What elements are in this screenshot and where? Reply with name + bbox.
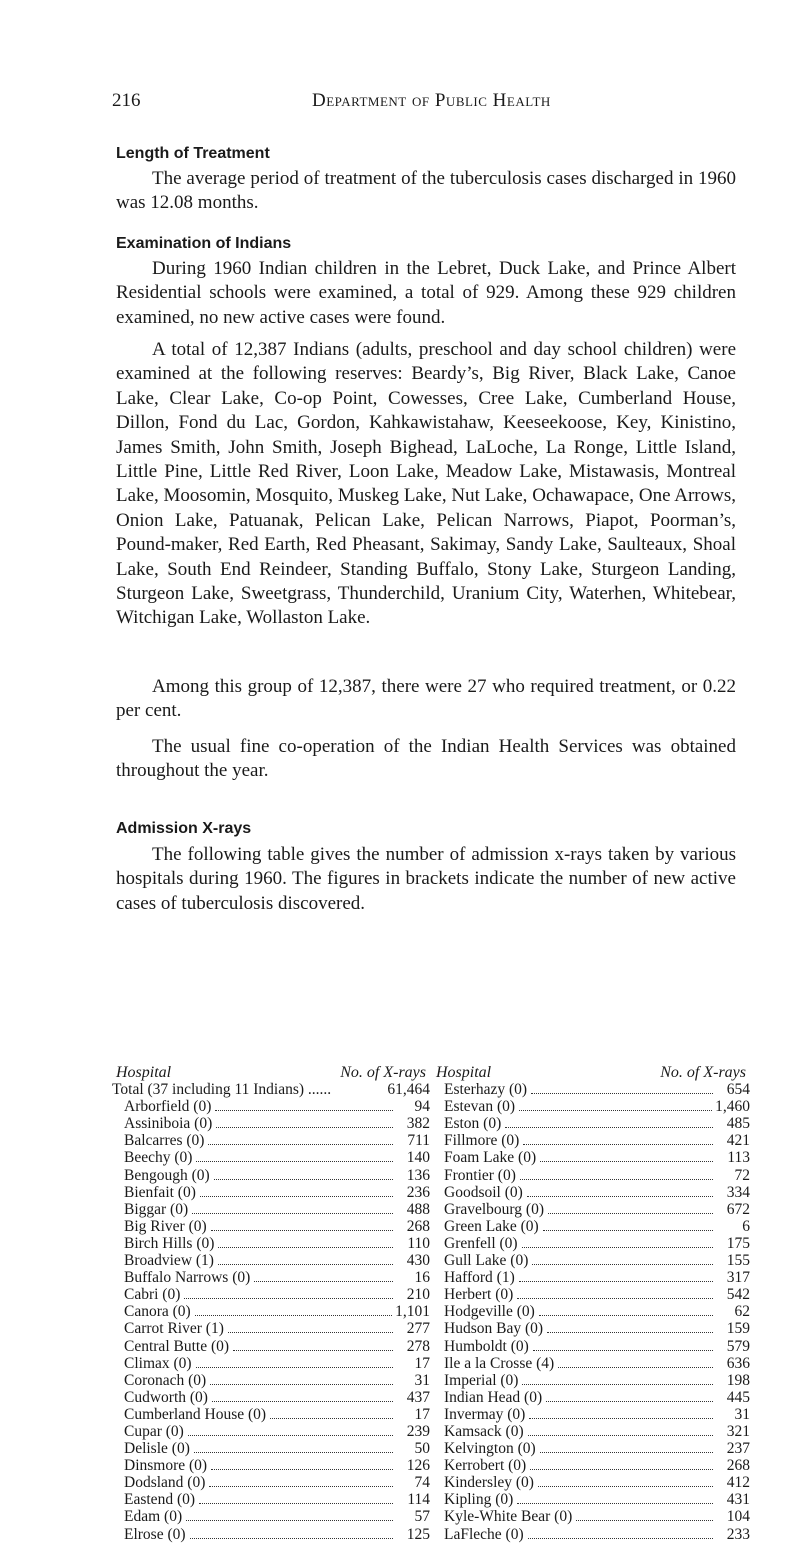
table-row [432,1167,750,1184]
running-title: Department of Public Health [312,90,551,111]
table-row [112,1526,430,1543]
dot-leader [216,1126,393,1128]
xray-count: 126 [406,1457,430,1475]
xray-count: 672 [726,1200,750,1218]
xray-count: 94 [414,1098,430,1116]
paragraph-indian-children: During 1960 Indian children in the Lebret, Duck Lake, and Prince Albert Residential schools were examined, a total of 929. Among these 929 children examined, no new active cases were found. [116,258,736,328]
table-row [432,1286,750,1303]
xray-count: 17 [414,1354,430,1372]
hospital-name: Esterhazy (0) [444,1081,528,1099]
xray-count: 237 [726,1440,750,1458]
paragraph-reserves-list: A total of 12,387 Indians (adults, preschool and day school children) were examined at the following reserves: Beardy’s, Big River, Black Lake, Canoe Lake, Clear Lake, Co-op Point, Cowesses, Cree Lake, Cumberland House, Dillon, Fond du Lac, Gordon, Kahkawistahaw, Keeseekoose, Key, Kinistino, James Smith, John Smith, Joseph Bighead, LaLoche, La Ronge, Little Island, Little Pine, Little Red River, Loon Lake, Meadow Lake, Mistawasis, Montreal Lake, Moosomin, Mosquito, Muskeg Lake, Nut Lake, Ochawapace, One Arrows, Onion Lake, Patuanak, Pelican Lake, Pelican Narrows, Piapot, Poorman’s, Pound-maker, Red Earth, Red Pheasant, Sakimay, Sandy Lake, Saulteaux, Shoal Lake, South End Reindeer, Standing Buffalo, Stony Lake, Sturgeon Landing, Sturgeon Lake, Sweetgrass, Thunderchild, Uranium City, Waterhen, Whitebear, Witchigan Lake, Wollaston Lake. [116,339,736,629]
dot-leader [522,1383,713,1385]
table-row [432,1218,750,1235]
dot-leader [522,1246,713,1248]
dot-leader [540,1160,713,1162]
dot-leader [520,1178,713,1180]
dot-leader [576,1519,713,1521]
xray-count: 485 [726,1115,750,1133]
xray-count: 16 [414,1269,430,1287]
table-row [112,1423,430,1440]
hospital-name: Invermay (0) [444,1405,526,1423]
table-row [112,1184,430,1201]
dot-leader [209,1485,393,1487]
hospital-name: Coronach (0) [124,1371,207,1389]
hospital-name: Cupar (0) [124,1422,184,1440]
col-header-xrays: No. of X-rays [660,1064,746,1081]
hospital-name: Cumberland House (0) [124,1405,267,1423]
hospital-name: Estevan (0) [444,1098,516,1116]
xray-count: 239 [406,1422,430,1440]
xray-count: 136 [406,1166,430,1184]
dot-leader [218,1263,393,1265]
table-row [432,1440,750,1457]
hospital-name: Biggar (0) [124,1200,189,1218]
table-row [432,1184,750,1201]
table-row [112,1406,430,1423]
table-row [432,1269,750,1286]
table-row [112,1167,430,1184]
dot-leader [539,1314,713,1316]
table-row [112,1372,430,1389]
hospital-name: Kerrobert (0) [444,1457,527,1475]
dot-leader [233,1349,393,1351]
paragraph-treatment-required: Among this group of 12,387, there were 27 who required treatment, or 0.22 per cent. [116,676,736,722]
table-row [112,1132,430,1149]
hospital-name: Hudson Bay (0) [444,1320,544,1338]
dot-leader [547,1331,713,1333]
table-row [112,1149,430,1166]
table-row [432,1423,750,1440]
xray-count: 72 [734,1166,750,1184]
hospital-name: Frontier (0) [444,1166,516,1184]
table-header-right [432,1064,750,1081]
dot-leader [519,1280,713,1282]
dot-leader [517,1297,713,1299]
table-row [112,1474,430,1491]
dot-leader [523,1143,713,1145]
xray-count: 31 [734,1405,750,1423]
table-row [432,1355,750,1372]
xray-count: 210 [406,1286,430,1304]
table-row [432,1372,750,1389]
dot-leader [211,1468,393,1470]
dot-leader [228,1331,393,1333]
hospital-name: Dodsland (0) [124,1474,206,1492]
table-row [112,1389,430,1406]
xray-count: 542 [726,1286,750,1304]
dot-leader [211,1229,393,1231]
hospital-name: Eston (0) [444,1115,502,1133]
hospital-name: Hafford (1) [444,1269,515,1287]
xray-count: 74 [414,1474,430,1492]
dot-leader [200,1195,393,1197]
table-row [112,1286,430,1303]
table-row [432,1526,750,1543]
table-row [432,1338,750,1355]
dot-leader [519,1109,712,1111]
hospital-name: Kipling (0) [444,1491,514,1509]
table-row [432,1474,750,1491]
table-row [432,1508,750,1525]
hospital-name: Edam (0) [124,1508,183,1526]
hospital-name: Buffalo Narrows (0) [124,1269,251,1287]
xray-count: 113 [727,1149,750,1167]
table-row [112,1269,430,1286]
col-header-hospital: Hospital [436,1064,492,1081]
hospital-name: Bengough (0) [124,1166,210,1184]
paragraph-admission-xrays: The following table gives the number of admission x-rays taken by various hospitals during 1960. The figures in brackets indicate the number of new active cases of tuberculosis discovered. [116,844,736,914]
table-row [432,1303,750,1320]
dot-leader [210,1383,393,1385]
xray-count: 654 [726,1081,750,1099]
dot-leader [190,1537,393,1539]
dot-leader [218,1246,393,1248]
hospital-name: Indian Head (0) [444,1388,543,1406]
hospital-name: Central Butte (0) [124,1337,230,1355]
dot-leader [199,1502,393,1504]
dot-leader [215,1109,393,1111]
xray-count: 321 [726,1422,750,1440]
xray-count: 155 [726,1252,750,1270]
page-number: 216 [112,90,141,111]
hospital-name: Beechy (0) [124,1149,193,1167]
xray-count: 278 [406,1337,430,1355]
table-row [112,1508,430,1525]
table-header-left [112,1064,430,1081]
xray-count: 50 [414,1440,430,1458]
heading-admission-xrays: Admission X-rays [116,820,252,837]
table-row [432,1115,750,1132]
xray-count: 159 [726,1320,750,1338]
xray-count: 110 [407,1234,430,1252]
xray-count: 421 [726,1132,750,1150]
paragraph-length-of-treatment: The average period of treatment of the tuberculosis cases discharged in 1960 was 12.08 months. [116,168,736,214]
xray-count: 175 [726,1234,750,1252]
table-row [112,1320,430,1337]
dot-leader [195,1314,392,1316]
hospital-name: Grenfell (0) [444,1234,518,1252]
xray-count: 430 [406,1252,430,1270]
xray-count: 268 [406,1217,430,1235]
xray-count: 412 [726,1474,750,1492]
hospital-name: Kelvington (0) [444,1440,536,1458]
xray-table-left-column [112,1064,430,1543]
table-row [432,1406,750,1423]
hospital-name: Green Lake (0) [444,1217,539,1235]
hospital-name: Bienfait (0) [124,1183,196,1201]
heading-examination-of-indians: Examination of Indians [116,235,292,252]
hospital-name: Cudworth (0) [124,1388,208,1406]
dot-leader [527,1195,713,1197]
dot-leader [543,1229,713,1231]
xray-count: 334 [726,1183,750,1201]
dot-leader [184,1297,393,1299]
xray-count: 1,101 [395,1303,430,1321]
paragraph-cooperation: The usual fine co-operation of the Indian Health Services was obtained throughout the year. [116,736,736,782]
table-row [112,1218,430,1235]
xray-count: 636 [726,1354,750,1372]
xray-count: 236 [406,1183,430,1201]
xray-count: 31 [414,1371,430,1389]
xray-count: 277 [406,1320,430,1338]
hospital-name: Elrose (0) [124,1525,186,1543]
hospital-name: Kamsack (0) [444,1422,524,1440]
hospital-name: Balcarres (0) [124,1132,205,1150]
xray-count: 445 [726,1388,750,1406]
hospital-name: Arborfield (0) [124,1098,212,1116]
dot-leader [538,1485,713,1487]
dot-leader [214,1178,393,1180]
hospital-name: Broadview (1) [124,1252,214,1270]
hospital-name: Carrot River (1) [124,1320,224,1338]
table-row [432,1132,750,1149]
xray-count: 1,460 [715,1098,750,1116]
table-row [112,1098,430,1115]
dot-leader [533,1349,713,1351]
dot-leader [505,1126,713,1128]
dot-leader [254,1280,393,1282]
xray-count: 579 [726,1337,750,1355]
xray-count: 437 [406,1388,430,1406]
xray-count: 711 [407,1132,430,1150]
hospital-name: Climax (0) [124,1354,192,1372]
hospital-name: LaFleche (0) [444,1525,524,1543]
table-row [112,1457,430,1474]
hospital-name: Herbert (0) [444,1286,514,1304]
xray-table-right-column [432,1064,750,1543]
table-row [432,1235,750,1252]
heading-length-of-treatment: Length of Treatment [116,145,270,162]
table-row [112,1491,430,1508]
dot-leader [186,1519,393,1521]
hospital-name: Cabri (0) [124,1286,181,1304]
hospital-name: Imperial (0) [444,1371,519,1389]
dot-leader [548,1212,713,1214]
dot-leader [528,1537,713,1539]
hospital-name: Gull Lake (0) [444,1252,529,1270]
dot-leader [196,1160,393,1162]
col-header-xrays: No. of X-rays [340,1064,426,1081]
dot-leader [540,1451,713,1453]
table-row [112,1355,430,1372]
xray-count: 431 [726,1491,750,1509]
xray-count: 114 [407,1491,430,1509]
hospital-name: Delisle (0) [124,1440,190,1458]
table-row [432,1457,750,1474]
col-header-hospital: Hospital [116,1064,172,1081]
hospital-name: Birch Hills (0) [124,1234,215,1252]
table-row [432,1389,750,1406]
table-row [112,1235,430,1252]
hospital-name: Dinsmore (0) [124,1457,208,1475]
table-row [112,1201,430,1218]
xray-count: 125 [406,1525,430,1543]
total-row [112,1081,430,1098]
table-row [432,1201,750,1218]
hospital-name: Goodsoil (0) [444,1183,523,1201]
xray-count: 17 [414,1405,430,1423]
hospital-name: Gravelbourg (0) [444,1200,545,1218]
page-header [112,90,751,116]
table-row [432,1081,750,1098]
xray-count: 317 [726,1269,750,1287]
hospital-name: Ile a la Crosse (4) [444,1354,555,1372]
dot-leader [212,1400,393,1402]
xray-count: 233 [726,1525,750,1543]
table-row [112,1115,430,1132]
xray-count: 488 [406,1200,430,1218]
hospital-name: Canora (0) [124,1303,191,1321]
hospital-name: Kyle-White Bear (0) [444,1508,573,1526]
hospital-name: Kindersley (0) [444,1474,534,1492]
xray-count: 140 [406,1149,430,1167]
dot-leader [270,1417,393,1419]
hospital-name: Foam Lake (0) [444,1149,537,1167]
dot-leader [546,1400,713,1402]
hospital-name: Humboldt (0) [444,1337,529,1355]
xray-count: 268 [726,1457,750,1475]
xray-count: 62 [734,1303,750,1321]
total-value: 61,464 [387,1081,430,1099]
table-row [112,1303,430,1320]
xray-count: 57 [414,1508,430,1526]
hospital-name: Fillmore (0) [444,1132,520,1150]
dot-leader [532,1263,713,1265]
xray-count: 382 [406,1115,430,1133]
hospital-name: Assiniboia (0) [124,1115,213,1133]
table-row [432,1320,750,1337]
table-row [112,1440,430,1457]
xray-count: 6 [742,1217,750,1235]
table-row [432,1491,750,1508]
table-row [112,1338,430,1355]
total-label: Total (37 including 11 Indians) ...... [112,1081,332,1099]
dot-leader [194,1451,393,1453]
table-row [432,1149,750,1166]
dot-leader [529,1417,713,1419]
hospital-name: Hodgeville (0) [444,1303,535,1321]
dot-leader [528,1434,713,1436]
dot-leader [208,1143,393,1145]
dot-leader [531,1092,713,1094]
table-row [112,1252,430,1269]
dot-leader [530,1468,713,1470]
hospital-name: Eastend (0) [124,1491,196,1509]
table-row [432,1252,750,1269]
xray-count: 198 [726,1371,750,1389]
dot-leader [192,1212,393,1214]
xray-count: 104 [726,1508,750,1526]
table-row [432,1098,750,1115]
dot-leader [517,1502,713,1504]
dot-leader [188,1434,393,1436]
hospital-name: Big River (0) [124,1217,207,1235]
